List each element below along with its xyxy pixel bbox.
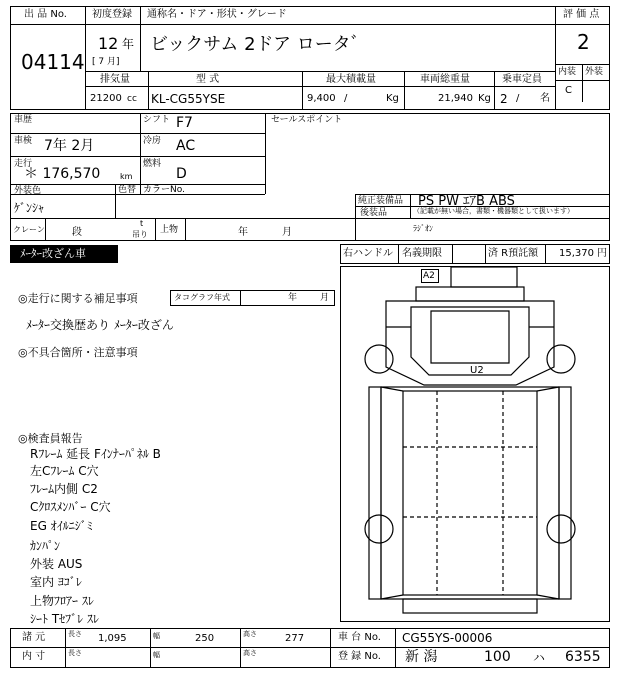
inspector-report-title: ◎検査員報告 xyxy=(18,432,83,445)
chassis-label: 車 台 No. xyxy=(338,632,381,643)
reg-class: 100 xyxy=(484,649,511,665)
length-label: 長さ xyxy=(68,630,82,638)
inspection-label: 車検 xyxy=(14,136,33,146)
driving-notes-text: ﾒｰﾀｰ交換歴あり ﾒｰﾀｰ改ざん xyxy=(26,318,174,332)
first-reg-year-unit: 年 xyxy=(122,37,135,51)
max-load-unit: Kg xyxy=(386,93,399,104)
crane-label: クレーン xyxy=(13,225,45,234)
gross-weight-value: 21,940 xyxy=(438,93,473,104)
recycle-amount: 15,370 xyxy=(559,248,594,259)
truck-outline xyxy=(341,267,609,621)
height-value: 277 xyxy=(285,633,305,644)
displacement-value: 21200 xyxy=(90,93,122,104)
aircon-label: 冷房 xyxy=(143,136,162,146)
inspection-value: 7年 2月 xyxy=(44,138,95,154)
shift-value: F7 xyxy=(176,115,193,131)
displacement-unit: cc xyxy=(127,94,137,104)
name-header-label: 通称名・ドア・形状・グレード xyxy=(147,9,287,20)
model-value: KL-CG55YSE xyxy=(151,92,226,106)
max-load-value: 9,400 xyxy=(307,93,336,104)
mileage-label: 走行 xyxy=(14,159,33,169)
capacity-label: 乗車定員 xyxy=(502,74,542,85)
inspector-line: Rﾌﾚｰﾑ 延長 Fｲﾝﾅｰﾊﾟﾈﾙ B xyxy=(30,447,161,461)
tacho-year: 年 xyxy=(288,293,298,303)
displacement-label: 排気量 xyxy=(100,74,130,85)
aftermarket-value: ﾗｼﾞｵﾝ xyxy=(413,224,433,233)
gross-weight-label: 車両総重量 xyxy=(420,74,470,85)
std-equipment-value: PS PW ｴｱB ABS xyxy=(418,194,515,209)
color-label: 外装色 xyxy=(14,186,42,196)
exterior-grade-label: 外装 xyxy=(585,67,604,77)
yen-unit: 円 xyxy=(597,248,607,259)
steering-side: 右ハンドル xyxy=(343,248,393,259)
max-load-slash: / xyxy=(344,93,348,104)
length-value: 1,095 xyxy=(98,633,127,644)
dims-label: 諸 元 xyxy=(22,632,46,643)
gross-weight-unit: Kg xyxy=(478,93,491,104)
mark-a2-label: A2 xyxy=(423,271,435,281)
inspector-line: EG ｵｲﾙﾆｼﾞﾐ xyxy=(30,519,93,533)
shift-label: シフト xyxy=(143,115,171,125)
damage-diagram xyxy=(340,266,610,622)
sales-point-label: セールスポイント xyxy=(271,115,343,125)
history-label: 車歴 xyxy=(14,115,33,125)
inner-width-label: 幅 xyxy=(153,651,160,659)
first-reg-label: 初度登録 xyxy=(92,9,132,20)
capacity-value: 2 xyxy=(500,92,508,106)
meter-banner-text: ﾒｰﾀｰ改ざん車 xyxy=(20,247,86,260)
inspector-line: 室内 ﾖｺﾞﾚ xyxy=(30,575,82,589)
inspector-line: ｼｰﾄ Tｾﾌﾞﾚ ｽﾚ xyxy=(30,612,99,626)
max-load-label: 最大積載量 xyxy=(326,74,376,85)
std-equipment-label: 純正装備品 xyxy=(358,196,404,206)
first-reg-year: 12 xyxy=(98,34,119,53)
tacho-month: 月 xyxy=(320,293,330,303)
width-label: 幅 xyxy=(153,632,160,640)
car-name: ビックサム 2ドア ロータﾞ xyxy=(150,34,360,55)
inspector-line: ｶﾝﾊﾟﾝ xyxy=(30,539,61,553)
interior-grade: C xyxy=(565,85,572,96)
defect-notes-title: ◎不具合箇所・注意事項 xyxy=(18,346,138,359)
lot-label: 出 品 No. xyxy=(24,9,67,20)
chassis-value: CG55YS-00006 xyxy=(402,631,493,645)
aftermarket-note: （記載が無い場合，書類・機器類として扱います） xyxy=(413,207,574,215)
inspector-line: 外装 AUS xyxy=(30,557,83,571)
aircon-value: AC xyxy=(176,138,196,154)
recycle-label: 済 R預託額 xyxy=(488,248,539,259)
inner-dims-label: 内 寸 xyxy=(22,651,46,662)
inspector-line: 左Cﾌﾚｰﾑ C穴 xyxy=(30,464,99,478)
mark-u2-label: U2 xyxy=(470,365,484,376)
reg-label: 登 録 No. xyxy=(338,651,381,662)
inspector-line: ﾌﾚｰﾑ内側 C2 xyxy=(30,482,98,496)
color-no-label: カラーNo. xyxy=(143,185,185,195)
body-year: 年 xyxy=(238,227,248,238)
lot-number: 04114 xyxy=(21,50,85,74)
name-change-label: 名義期限 xyxy=(402,248,442,259)
aftermarket-label: 後装品 xyxy=(360,208,388,218)
color-change-label: 色替 xyxy=(118,185,137,195)
width-value: 250 xyxy=(195,633,215,644)
model-label: 型 式 xyxy=(196,74,220,85)
reg-number: 6355 xyxy=(565,649,601,665)
color-value: ｹﾞﾝｼｬ xyxy=(14,201,45,215)
inspector-line: Cｸﾛｽﾒﾝﾊﾞｰ C穴 xyxy=(30,500,111,514)
mileage-unit: km xyxy=(120,172,133,181)
inner-height-label: 高さ xyxy=(243,649,257,657)
capacity-unit: 名 xyxy=(540,93,550,104)
overall-grade: 2 xyxy=(577,30,590,54)
grade-label: 評 価 点 xyxy=(563,9,600,20)
crane-t: t xyxy=(140,219,144,228)
fuel-label: 燃料 xyxy=(143,159,162,169)
body-label: 上物 xyxy=(160,225,179,235)
crane-dan: 段 xyxy=(72,227,82,238)
fuel-value: D xyxy=(176,166,187,182)
inner-length-label: 長さ xyxy=(68,649,82,657)
reg-kana: ハ xyxy=(533,651,546,665)
reg-area: 新 潟 xyxy=(405,649,438,665)
tacho-label: タコグラフ年式 xyxy=(174,293,230,302)
driving-notes-title: ◎走行に関する補足事項 xyxy=(18,292,138,305)
body-month: 月 xyxy=(282,227,292,238)
first-reg-month: [ 7 月] xyxy=(92,57,120,67)
height-label: 高さ xyxy=(243,630,257,638)
interior-grade-label: 内装 xyxy=(558,67,577,77)
mileage-value: ＊ 176,570 xyxy=(24,166,101,182)
crane-tsuri: 吊り xyxy=(132,230,148,239)
capacity-slash: / xyxy=(516,93,520,104)
inspector-line: 上物ﾌﾛｱｰ ｽﾚ xyxy=(30,594,94,608)
